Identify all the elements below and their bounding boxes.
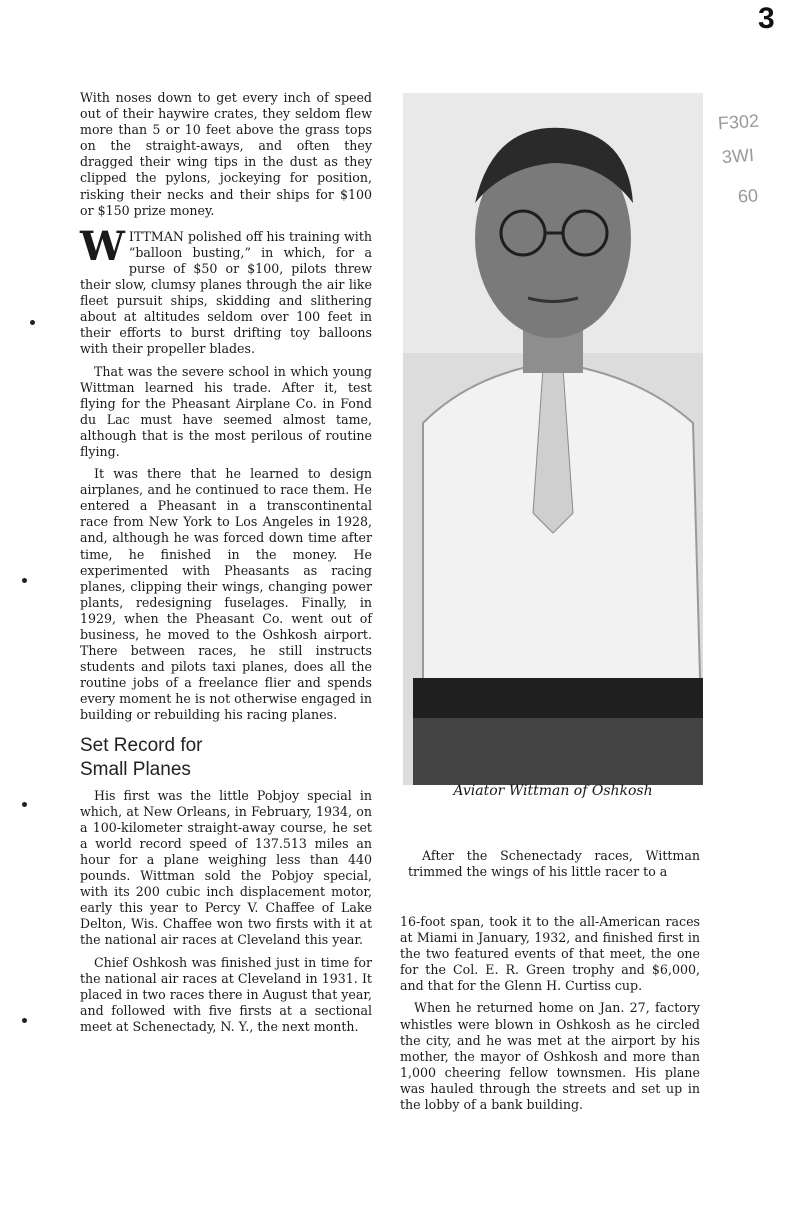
left-column — [80, 90, 372, 1041]
photo-caption: Aviator Wittman of Oshkosh — [453, 783, 653, 799]
page-number: 3 — [758, 2, 775, 35]
article-paragraph: Chief Oshkosh was finished just in time for the national air races at Cleveland in 1931. It placed in two races there in August that year, and followed with five firsts at a sectional meet at Schenectady, N. Y., the next month. — [80, 954, 372, 1034]
section-subhead — [80, 734, 372, 782]
subhead-line: Small Planes — [80, 758, 191, 780]
paragraph-text: ITTMAN polished off his training with “balloon busting,” in which, for a purse of $50 or $100, pilots threw their slow, clumsy planes through the air like fleet pursuit ships, skidding and slithering about at altitudes seldom over 100 feet in their efforts to burst drifting toy balloons with their propeller blades. — [80, 228, 372, 357]
subhead-line: Set Record for — [80, 734, 203, 756]
right-column-top — [408, 848, 700, 886]
portrait-image — [403, 93, 703, 785]
article-paragraph: With noses down to get every inch of speed out of their haywire crates, they seldom flew more than 5 or 10 feet above the grass tops on the straight-aways, and often they dragged their wing tips in the dust as they clipped the pylons, jockeying for position, risking their necks and their ships for $100 or $150 prize money. — [80, 90, 372, 218]
margin-mark — [22, 802, 27, 807]
article-paragraph: That was the severe school in which young Wittman learned his trade. After it, test flying for the Pheasant Airplane Co. in Fond du Lac must have seemed almost tame, although that is the most perilous of routine flying. — [80, 363, 372, 459]
article-paragraph: 16-foot span, took it to the all-American races at Miami in January, 1932, and finished first in the two featured events of that meet, the one for the Col. E. R. Green trophy and $6,000, and that for the Glenn H. Curtiss cup. — [400, 914, 700, 994]
article-paragraph — [80, 222, 372, 358]
margin-mark — [22, 578, 27, 583]
margin-mark — [22, 1018, 27, 1023]
handwritten-note-2: 3WI — [721, 144, 755, 168]
article-paragraph: His first was the little Pobjoy special in which, at New Orleans, in February, 1934, on a 100-kilometer straight-away course, he set a world record speed of 137.513 miles an hour for a plane weighing less than 440 pounds. Wittman sold the Pobjoy special, with its 200 cubic inch displacement motor, early this year to Percy V. Chaffee of Lake Delton, Wis. Chaffee won two firsts with it at the national air races at Cleveland this year. — [80, 787, 372, 948]
right-column-bottom — [400, 914, 700, 1119]
article-paragraph: It was there that he learned to design airplanes, and he continued to race them. He entered a Pheasant in a transcontinental race from New York to Los Angeles in 1928, and, although he was forced down time after time, he finished in the money. He experimented with Pheasants as racing planes, clipping their wings, changing power plants, redesigning fuselages. Finally, in 1929, when the Pheasant Co. went out of business, he moved to the Oshkosh airport. There between races, he still instructs students and pilots taxi planes, does all the routine jobs of a freelance flier and spends every moment he is not otherwise engaged in building or rebuilding his racing planes. — [80, 466, 372, 723]
drop-cap: W — [80, 222, 125, 270]
article-paragraph: When he returned home on Jan. 27, factory whistles were blown in Oshkosh as he circled the city, and he was met at the airport by his mother, the mayor of Oshkosh and more than 1,000 cheering fellow townsmen. His plane was hauled through the streets and set up in the lobby of a bank building. — [400, 1000, 700, 1113]
portrait-photo — [403, 93, 703, 785]
handwritten-note-1: F302 — [717, 110, 760, 134]
margin-mark — [30, 320, 35, 325]
handwritten-note-3: 60 — [737, 185, 759, 207]
article-paragraph: After the Schenectady races, Wittman trimmed the wings of his little racer to a — [408, 848, 700, 880]
